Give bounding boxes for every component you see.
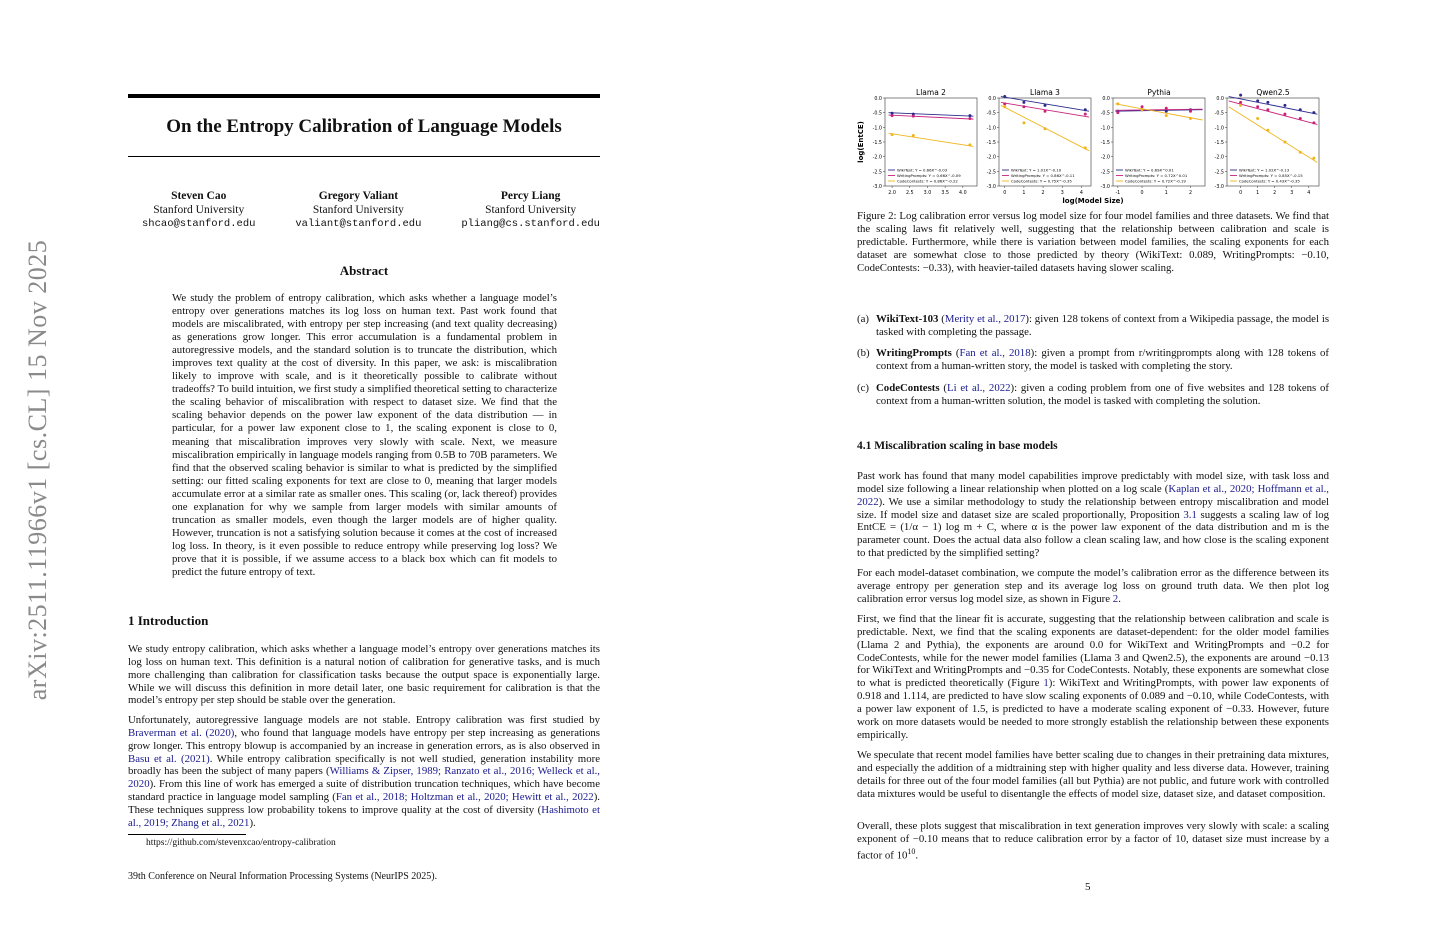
- title-rule-bottom: [128, 156, 600, 157]
- x-tick-label: 1: [1256, 191, 1260, 196]
- y-tick-label: -0.5: [1100, 111, 1110, 117]
- y-tick-label: -3.0: [1100, 185, 1110, 190]
- arxiv-sidebar: [0, 0, 70, 942]
- data-point-codecontests: [1116, 102, 1119, 105]
- y-tick-label: -1.5: [1214, 141, 1224, 146]
- fit-line-codecontests: [889, 133, 974, 146]
- abstract-text: We study the problem of entropy calibration, which asks whether a language model’s entropy over generations matches its log loss on human text. Past work found that models are miscalibrated, with entropy per step increasing (and text quality decreasing) as generations grow longer. This error accumulation is a fundamental problem in autoregressive models, and the standard solution is to truncate the distribution, which improves text quality at the cost of diversity. In this paper, we ask: is miscalibration likely to improve with scale, and is it theoretically possible to calibrate without tradeoffs? To build intuition, we first study a simplified theoretical setting to characterize the scaling behavior of miscalibration with respect to dataset size. We find that the scaling behavior depends on the power law exponent of the data distribution — in particular, for a power law exponent close to 1, the scaling exponent is close to 0, meaning that miscalibration improves very slowly with scale. Next, we measure miscalibration empirically in language models ranging from 0.5B to 70B parameters. We find that the observed scaling behavior is similar to what is predicted by the simplified setting: our fitted scaling exponents for text are close to 0, meaning that larger models accumulate error at a similar rate as smaller ones. This scaling (or, lack thereof) provides one explanation for why we sample from larger models with similar amounts of truncation as smaller models, even though the larger models are of higher quality. However, truncation is not a satisfying solution because it comes at the cost of increased log loss. In theory, is it even possible to reduce entropy while preserving log loss? We prove that it is possible, if we assume access to a black box which can fit models to predict the future entropy of text.: [172, 292, 557, 578]
- text-run: ). These techniques suppress low probability tokens to improve quality at the cost of diversity (: [128, 791, 600, 816]
- data-point-writingprompts: [1141, 105, 1144, 108]
- text-run: Unfortunately, autoregressive language models are not stable. Entropy calibration was first studied by: [128, 714, 600, 726]
- y-tick-label: -2.5: [1214, 170, 1224, 176]
- data-point-codecontests: [891, 133, 894, 136]
- dataset-name: CodeContests: [876, 382, 940, 394]
- section-paragraph-4: We speculate that recent model families have better scaling due to changes in their pretraining data mixtures, and especially the addition of a midtraining step with higher quality and less diverse data. However, training details for three out of the four model families (all but Pythia) are not public, and future work with controlled data mixtures would be useful to disentangle the effects of model size, dataset size, and dataset composition.: [857, 749, 1329, 800]
- author-email[interactable]: pliang@cs.stanford.edu: [461, 218, 600, 230]
- y-tick-label: 0.0: [874, 97, 882, 102]
- data-point-codecontests: [1299, 151, 1302, 154]
- author-affiliation: Stanford University: [485, 204, 577, 216]
- list-label: (c): [857, 382, 869, 394]
- data-point-wikitext: [1003, 95, 1006, 98]
- data-point-wikitext: [1022, 101, 1025, 104]
- y-tick-label: -2.5: [872, 170, 882, 176]
- page-number: 5: [1085, 881, 1091, 893]
- citation-link[interactable]: Li et al., 2022: [946, 382, 1011, 394]
- venue-note: 39th Conference on Neural Information Processing Systems (NeurIPS 2025).: [128, 871, 438, 882]
- y-tick-label: -1.0: [872, 126, 882, 132]
- author-email[interactable]: valiant@stanford.edu: [295, 218, 422, 230]
- intro-paragraph-1: We study entropy calibration, which asks whether a language model’s entropy over generations matches its log loss on human text. This definition is a natural notion of calibration for generative tasks, and is much more challenging than calibration for classification tasks because the output space is exponentially large. While we will discuss this definition in more detail later, one basic requirement for calibration is that the model’s entropy per step should be stable over the generation.: [128, 643, 600, 707]
- x-tick-label: 3.5: [941, 191, 949, 196]
- data-point-writingprompts: [1283, 113, 1286, 116]
- y-tick-label: -1.5: [1100, 141, 1110, 146]
- data-point-codecontests: [1044, 127, 1047, 130]
- data-point-writingprompts: [891, 114, 894, 117]
- author-name: Steven Cao: [171, 190, 227, 202]
- data-point-wikitext: [1044, 104, 1047, 107]
- dataset-description: : given a coding problem from one of five websites and 128 tokens of context from a human-written solution, the model is tasked with completing the solution.: [876, 382, 1329, 407]
- paper-title: On the Entropy Calibration of Language Models: [166, 116, 562, 137]
- figure-2: [857, 84, 1329, 208]
- y-tick-label: -2.5: [986, 170, 996, 176]
- dataset-name: WikiText-103: [876, 313, 939, 325]
- footnote-rule: [128, 834, 246, 835]
- data-point-wikitext: [968, 114, 971, 117]
- data-point-writingprompts: [1084, 113, 1087, 116]
- y-tick-label: -1.0: [986, 126, 996, 132]
- data-point-wikitext: [1256, 99, 1259, 102]
- legend-entry: CodeContests: Y = 0.43X^-0.35: [1239, 178, 1300, 184]
- x-tick-label: 1: [1022, 191, 1026, 196]
- author-2: [295, 189, 421, 231]
- figure-2-chart: [857, 84, 1329, 208]
- panel-title: Llama 2: [916, 88, 946, 97]
- text-run: ).: [249, 816, 256, 829]
- x-tick-label: 2.0: [888, 191, 896, 196]
- legend-entry: WikiText: Y = 1.02X^-0.13: [1239, 167, 1290, 173]
- data-point-writingprompts: [1116, 111, 1119, 114]
- x-tick-label: 4.0: [959, 191, 967, 196]
- author-1: [142, 189, 255, 231]
- section-paragraph-5: [857, 820, 1329, 862]
- author-name: Percy Liang: [500, 190, 561, 202]
- x-axis-label: log(Model Size): [1062, 197, 1124, 205]
- legend-entry: WritingPrompts: Y = 0.85X^-0.15: [1239, 173, 1303, 178]
- y-tick-label: -0.5: [1214, 111, 1224, 117]
- x-tick-label: 0: [1140, 191, 1144, 196]
- panel-title: Qwen2.5: [1256, 88, 1290, 97]
- data-point-writingprompts: [1239, 101, 1242, 104]
- x-tick-label: 4: [1307, 191, 1311, 196]
- y-tick-label: -2.0: [872, 155, 882, 161]
- text-run: ). We use a similar methodology to study the relationship between entropy miscalibration and model size. If model size and dataset size are scaled proportionally, Proposition: [857, 495, 1329, 521]
- author-email[interactable]: shcao@stanford.edu: [142, 218, 256, 230]
- legend-entry: WritingPrompts: Y = 0.72X^0.01: [1125, 173, 1188, 178]
- data-point-codecontests: [1003, 105, 1006, 108]
- y-tick-label: -2.0: [1214, 155, 1224, 161]
- data-point-codecontests: [1256, 117, 1259, 120]
- citation-link[interactable]: Fan et al., 2018; Holtzman et al., 2020; Hewitt et al., 2022: [335, 791, 594, 804]
- data-point-codecontests: [1266, 129, 1269, 132]
- author-affiliation: Stanford University: [153, 204, 245, 216]
- x-tick-label: 1: [1164, 191, 1168, 196]
- x-tick-label: 3: [1290, 191, 1294, 196]
- data-point-codecontests: [1141, 108, 1144, 111]
- data-point-wikitext: [1084, 108, 1087, 111]
- intro-heading: 1 Introduction: [128, 613, 209, 628]
- data-point-writingprompts: [912, 115, 915, 118]
- list-label: (b): [857, 347, 870, 359]
- x-tick-label: 0: [1239, 191, 1243, 196]
- list-label: (a): [857, 313, 869, 325]
- data-point-wikitext: [1299, 108, 1302, 111]
- superscript: 10: [907, 846, 916, 856]
- y-tick-label: -3.0: [872, 185, 882, 190]
- x-tick-label: 2: [1273, 191, 1277, 196]
- data-point-codecontests: [1312, 157, 1315, 160]
- text-run: For each model-dataset combination, we compute the model’s calibration error as the difference between its average entropy per generation step and its average log loss on ground truth data. We then plot log calibration error versus log model size, as shown in Figure: [857, 567, 1329, 605]
- data-point-writingprompts: [1189, 110, 1192, 113]
- legend-entry: WikiText: Y = 1.01X^-0.10: [1011, 167, 1062, 173]
- dataset-item-c: (c) CodeContests (Li et al., 2022): given a coding problem from one of five websites and 128 tokens of context from a human-written solution, the model is tasked with completing the solution.: [857, 382, 1329, 407]
- data-point-writingprompts: [968, 117, 971, 120]
- subsection-heading: 4.1 Miscalibration scaling in base models: [857, 440, 1058, 452]
- x-tick-label: 3: [1060, 191, 1064, 196]
- data-point-codecontests: [912, 134, 915, 137]
- data-point-wikitext: [1266, 101, 1269, 104]
- text-run: . While entropy calibration specifically is not well studied, generation instability more broadly has been the subject of many papers (: [128, 752, 600, 778]
- title-rule-top: [128, 94, 600, 98]
- data-point-wikitext: [1239, 94, 1242, 97]
- y-tick-label: -2.5: [1100, 170, 1110, 176]
- data-point-codecontests: [968, 143, 971, 146]
- text-run: First, we find that the linear fit is accurate, suggesting that the relationship between calibration and scale is predictable. Next, we find that the scaling exponents are dataset-dependent: for the older model families (Llama 2 and Pythia), the exponents are around 0.0 for WikiText and WritingPrompts and −0.2 for CodeContests, while for the newer model families (Llama 3 and Qwen2.5), the exponents are around −0.13 for WikiText and WritingPrompts and −0.35 for CodeContests. Notably, these exponents are somewhat close to what is predicted theoretically (Figure: [857, 613, 1329, 690]
- citation-link[interactable]: Braverman et al. (2020): [128, 726, 235, 739]
- x-tick-label: 3.0: [923, 191, 932, 196]
- y-tick-label: -1.0: [1100, 126, 1110, 132]
- footnote-url[interactable]: https://github.com/stevenxcao/entropy-calibration: [146, 838, 336, 848]
- legend-entry: WikiText: Y = 0.69X^0.01: [1125, 167, 1174, 173]
- x-tick-label: 2: [1041, 191, 1045, 196]
- dataset-name: WritingPrompts: [876, 347, 952, 359]
- y-tick-label: -3.0: [1214, 185, 1224, 190]
- citation-link[interactable]: Basu et al. (2021): [128, 752, 210, 765]
- panel-title: Llama 3: [1030, 88, 1060, 97]
- author-3: [461, 189, 600, 231]
- legend-entry: WikiText: Y = 0.66X^-0.03: [897, 167, 948, 173]
- author-name: Gregory Valiant: [318, 190, 399, 202]
- x-tick-label: 2: [1188, 191, 1193, 196]
- dataset-item-a: (a) WikiText-103 (Merity et al., 2017): given 128 tokens of context from a Wikipedia passage, the model is tasked with completing the passage.: [857, 313, 1330, 338]
- y-tick-label: 0.0: [1216, 97, 1224, 102]
- fit-line-codecontests: [1229, 107, 1318, 163]
- y-tick-label: -2.0: [986, 155, 996, 161]
- legend-entry: CodeContests: Y = 0.86X^-0.22: [897, 178, 958, 184]
- text-run: .: [1118, 592, 1121, 605]
- figure-caption: Figure 2: Log calibration error versus log model size for four model families and three datasets. We find that the scaling laws fit relatively well, suggesting that the relationship between calibration and scale is predictable. Furthermore, while there is variation between model families, the scaling exponents for each dataset are somewhat close to those predicted by theory (WikiText: 0.089, WritingPrompts: −0.10, CodeContests: −0.33), with heavier-tailed datasets having slower scaling.: [857, 210, 1329, 274]
- fit-line-writingprompts: [1229, 101, 1318, 124]
- text-run: Past work has found that many model capabilities improve predictably with model size, with task loss and model size following a linear relationship when plotted on a log scale (: [857, 470, 1329, 495]
- data-point-writingprompts: [1165, 107, 1168, 110]
- y-tick-label: -0.5: [872, 111, 882, 117]
- abstract-heading: Abstract: [339, 263, 389, 278]
- citation-link[interactable]: 1: [1043, 677, 1049, 690]
- dataset-description: : given a prompt from r/writingprompts along with 128 tokens of context from a human-written story, the model is tasked with completing the story.: [876, 347, 1330, 372]
- intro-paragraph-2: [128, 714, 600, 830]
- data-point-wikitext: [1312, 111, 1315, 114]
- legend-entry: CodeContests: Y = 0.72X^-0.19: [1125, 178, 1186, 184]
- y-tick-label: -1.0: [1214, 126, 1224, 132]
- x-tick-label: -1: [1115, 191, 1121, 196]
- citation-link[interactable]: Williams & Zipser, 1989; Ranzato et al., 2016; Welleck et al., 2020: [128, 765, 600, 791]
- legend-entry: WritingPrompts: Y = 0.66X^-0.09: [897, 173, 961, 178]
- data-point-codecontests: [1084, 146, 1087, 149]
- author-block: [128, 189, 600, 231]
- data-point-codecontests: [1022, 121, 1025, 124]
- data-point-writingprompts: [1312, 121, 1315, 124]
- data-point-writingprompts: [1022, 105, 1025, 108]
- citation-link[interactable]: Merity et al., 2017: [944, 313, 1026, 325]
- x-tick-label: 2.5: [905, 191, 914, 196]
- citation-link[interactable]: 2: [1112, 592, 1119, 605]
- citation-link[interactable]: Kaplan et al., 2020; Hoffmann et al., 2022: [857, 482, 1329, 508]
- section-paragraph-2: [857, 567, 1329, 606]
- citation-link[interactable]: Hashimoto et al., 2019; Zhang et al., 2021: [128, 803, 600, 829]
- text-run: suggests a scaling law of log EntCE = (1/α − 1) log m + C, where α is the power law exponent of the data distribution and m is the parameter count. Does the actual data also follow a clean scaling law, and how close is the scaling exponent to that predicted by the simplified setting?: [857, 508, 1329, 560]
- legend-entry: CodeContests: Y = 0.75X^-0.35: [1011, 178, 1072, 184]
- section-paragraph-3: [857, 613, 1329, 741]
- y-tick-label: -1.5: [986, 141, 996, 146]
- data-point-codecontests: [1165, 114, 1168, 117]
- data-point-writingprompts: [1266, 108, 1269, 111]
- dataset-item-b: (b) WritingPrompts (Fan et al., 2018): given a prompt from r/writingprompts along with 128 tokens of context from a human-written story, the model is tasked with completing the story.: [857, 347, 1330, 372]
- data-point-codecontests: [1239, 104, 1242, 107]
- y-axis-label: log(EntCE): [857, 121, 865, 163]
- panel-title: Pythia: [1147, 88, 1171, 97]
- x-tick-label: 0: [1003, 191, 1007, 196]
- x-tick-label: 4: [1079, 191, 1083, 196]
- arxiv-id: arXiv:2511.11966v1 [cs.CL] 15 Nov 2025: [23, 239, 52, 701]
- data-point-wikitext: [1165, 110, 1168, 113]
- citation-link[interactable]: 3.1: [1183, 508, 1197, 521]
- data-point-writingprompts: [1044, 110, 1047, 113]
- y-tick-label: -2.0: [1100, 155, 1110, 161]
- y-tick-label: 0.0: [1102, 97, 1110, 102]
- data-point-writingprompts: [1003, 102, 1006, 105]
- author-affiliation: Stanford University: [312, 204, 404, 216]
- y-tick-label: 0.0: [988, 97, 996, 102]
- dataset-description: : given 128 tokens of context from a Wikipedia passage, the model is tasked with completing the passage.: [876, 313, 1330, 338]
- data-point-writingprompts: [1299, 117, 1302, 120]
- text-run: ). From this line of work has emerged a suite of distribution truncation techniques, which have become standard practice in language model sampling (: [128, 778, 600, 804]
- y-tick-label: -3.0: [986, 185, 996, 190]
- data-point-writingprompts: [1256, 105, 1259, 108]
- text-run: Overall, these plots suggest that miscalibration in text generation improves very slowly with scale: a scaling exponent of −0.10 means that to reduce calibration error by a factor of 10, dataset size must increase by a factor of 10: [857, 820, 1329, 862]
- y-tick-label: -1.5: [872, 141, 882, 146]
- citation-link[interactable]: Fan et al., 2018: [959, 347, 1031, 359]
- section-paragraph-1: [857, 470, 1329, 560]
- legend-entry: WritingPrompts: Y = 0.86X^-0.11: [1011, 173, 1075, 178]
- text-run: , who found that language models have entropy per step increasing as generations grow longer. This entropy blowup is accompanied by an increase in generation errors, as is also observed in: [128, 726, 600, 752]
- y-tick-label: -0.5: [986, 111, 996, 117]
- text-run: .: [915, 849, 919, 862]
- data-point-codecontests: [1189, 117, 1192, 120]
- text-run: ): WikiText and WritingPrompts, with power law exponents of 0.918 and 1.114, are predicted to have slow scaling exponents of 0.089 and −0.10, while CodeContests, with a power law exponent of 1.5, is predicted to have a moderate scaling exponent of −0.33. However, future work on more datasets would be needed to more strongly establish the relationship between these exponents empirically.: [857, 677, 1329, 741]
- data-point-codecontests: [1283, 141, 1286, 144]
- data-point-wikitext: [1283, 104, 1286, 107]
